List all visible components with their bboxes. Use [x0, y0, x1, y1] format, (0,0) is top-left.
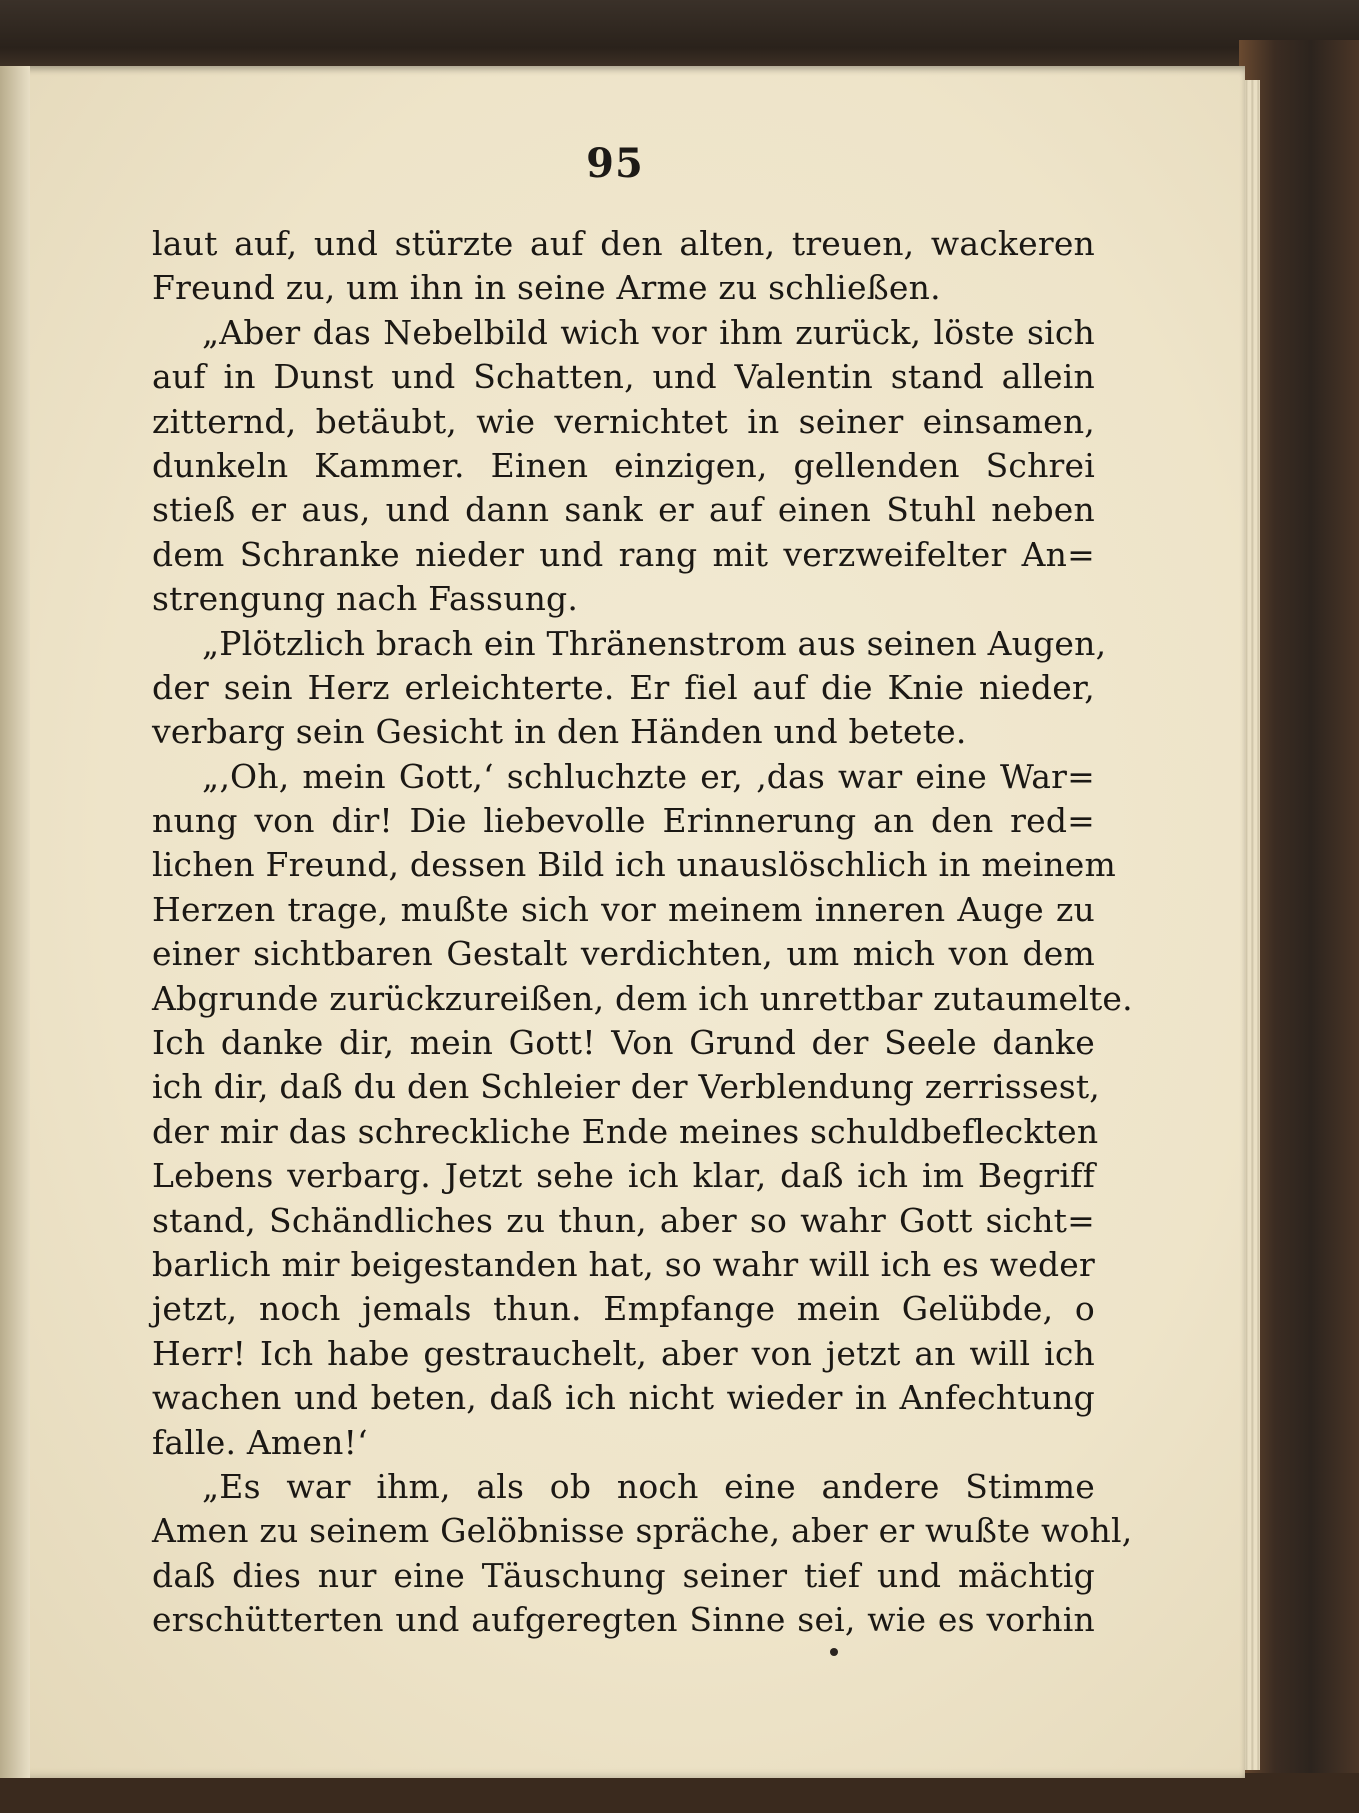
- text-line: daß dies nur eine Täuschung seiner tief und mächtig: [152, 1555, 1095, 1595]
- text-line: „Es war ihm, als ob noch eine andere Stimme: [202, 1466, 1095, 1506]
- text-line: nung von dir! Die liebevolle Erinnerung an den red=: [152, 801, 1095, 841]
- ink-dot: [830, 1648, 838, 1656]
- text-line: stieß er aus, und dann sank er auf einen Stuhl neben: [152, 490, 1095, 530]
- page-number: 95: [586, 140, 644, 187]
- text-line: einer sichtbaren Gestalt verdichten, um mich von dem: [152, 934, 1095, 974]
- page-text: [152, 222, 1133, 1643]
- text-line: „Aber das Nebelbild wich vor ihm zurück, löste sich: [202, 312, 1095, 352]
- text-line: der mir das schreckliche Ende meines schuldbefleckten: [152, 1111, 1099, 1151]
- text-line: zitternd, betäubt, wie vernichtet in seiner einsamen,: [152, 401, 1095, 441]
- text-line: Herzen trage, mußte sich vor meinem inneren Auge zu: [152, 889, 1095, 929]
- text-line: falle. Amen!‘: [152, 1422, 368, 1462]
- text-line: auf in Dunst und Schatten, und Valentin stand allein: [152, 357, 1095, 397]
- text-line: der sein Herz erleichterte. Er fiel auf die Knie nieder,: [152, 667, 1095, 707]
- text-line: wachen und beten, daß ich nicht wieder in Anfechtung: [152, 1378, 1095, 1418]
- text-line: verbarg sein Gesicht in den Händen und betete.: [152, 712, 967, 752]
- text-line: stand, Schändliches zu thun, aber so wahr Gott sicht=: [152, 1200, 1095, 1240]
- text-line: Abgrunde zurückzureißen, dem ich unrettbar zutaumelte.: [152, 978, 1133, 1018]
- text-line: lichen Freund, dessen Bild ich unauslöschlich in meinem: [152, 845, 1117, 885]
- page-gutter: [0, 66, 30, 1778]
- text-line: erschütterten und aufgeregten Sinne sei, wie es vorhin: [152, 1600, 1095, 1640]
- text-line: dunkeln Kammer. Einen einzigen, gellenden Schrei: [152, 445, 1095, 485]
- text-line: Freund zu, um ihn in seine Arme zu schließen.: [152, 268, 941, 308]
- text-line: barlich mir beigestanden hat, so wahr will ich es weder: [152, 1244, 1095, 1284]
- text-line: „Plötzlich brach ein Thränenstrom aus seinen Augen,: [202, 623, 1107, 663]
- book-cover-bottom: [0, 1773, 1359, 1813]
- text-line: ich dir, daß du den Schleier der Verblendung zerrissest,: [152, 1067, 1100, 1107]
- text-line: dem Schranke nieder und rang mit verzweifelter An=: [152, 534, 1095, 574]
- text-line: Lebens verbarg. Jetzt sehe ich klar, daß ich im Begriff: [152, 1156, 1095, 1196]
- text-line: strengung nach Fassung.: [152, 579, 579, 619]
- text-line: „‚Oh, mein Gott,‘ schluchzte er, ‚das war eine War=: [202, 756, 1095, 796]
- text-line: Ich danke dir, mein Gott! Von Grund der Seele danke: [152, 1023, 1095, 1063]
- text-line: Amen zu seinem Gelöbnisse spräche, aber er wußte wohl,: [152, 1511, 1133, 1551]
- text-line: jetzt, noch jemals thun. Empfange mein Gelübde, o: [152, 1289, 1095, 1329]
- text-line: Herr! Ich habe gestrauchelt, aber von jetzt an will ich: [152, 1333, 1095, 1373]
- text-line: laut auf, und stürzte auf den alten, treuen, wackeren: [152, 224, 1095, 263]
